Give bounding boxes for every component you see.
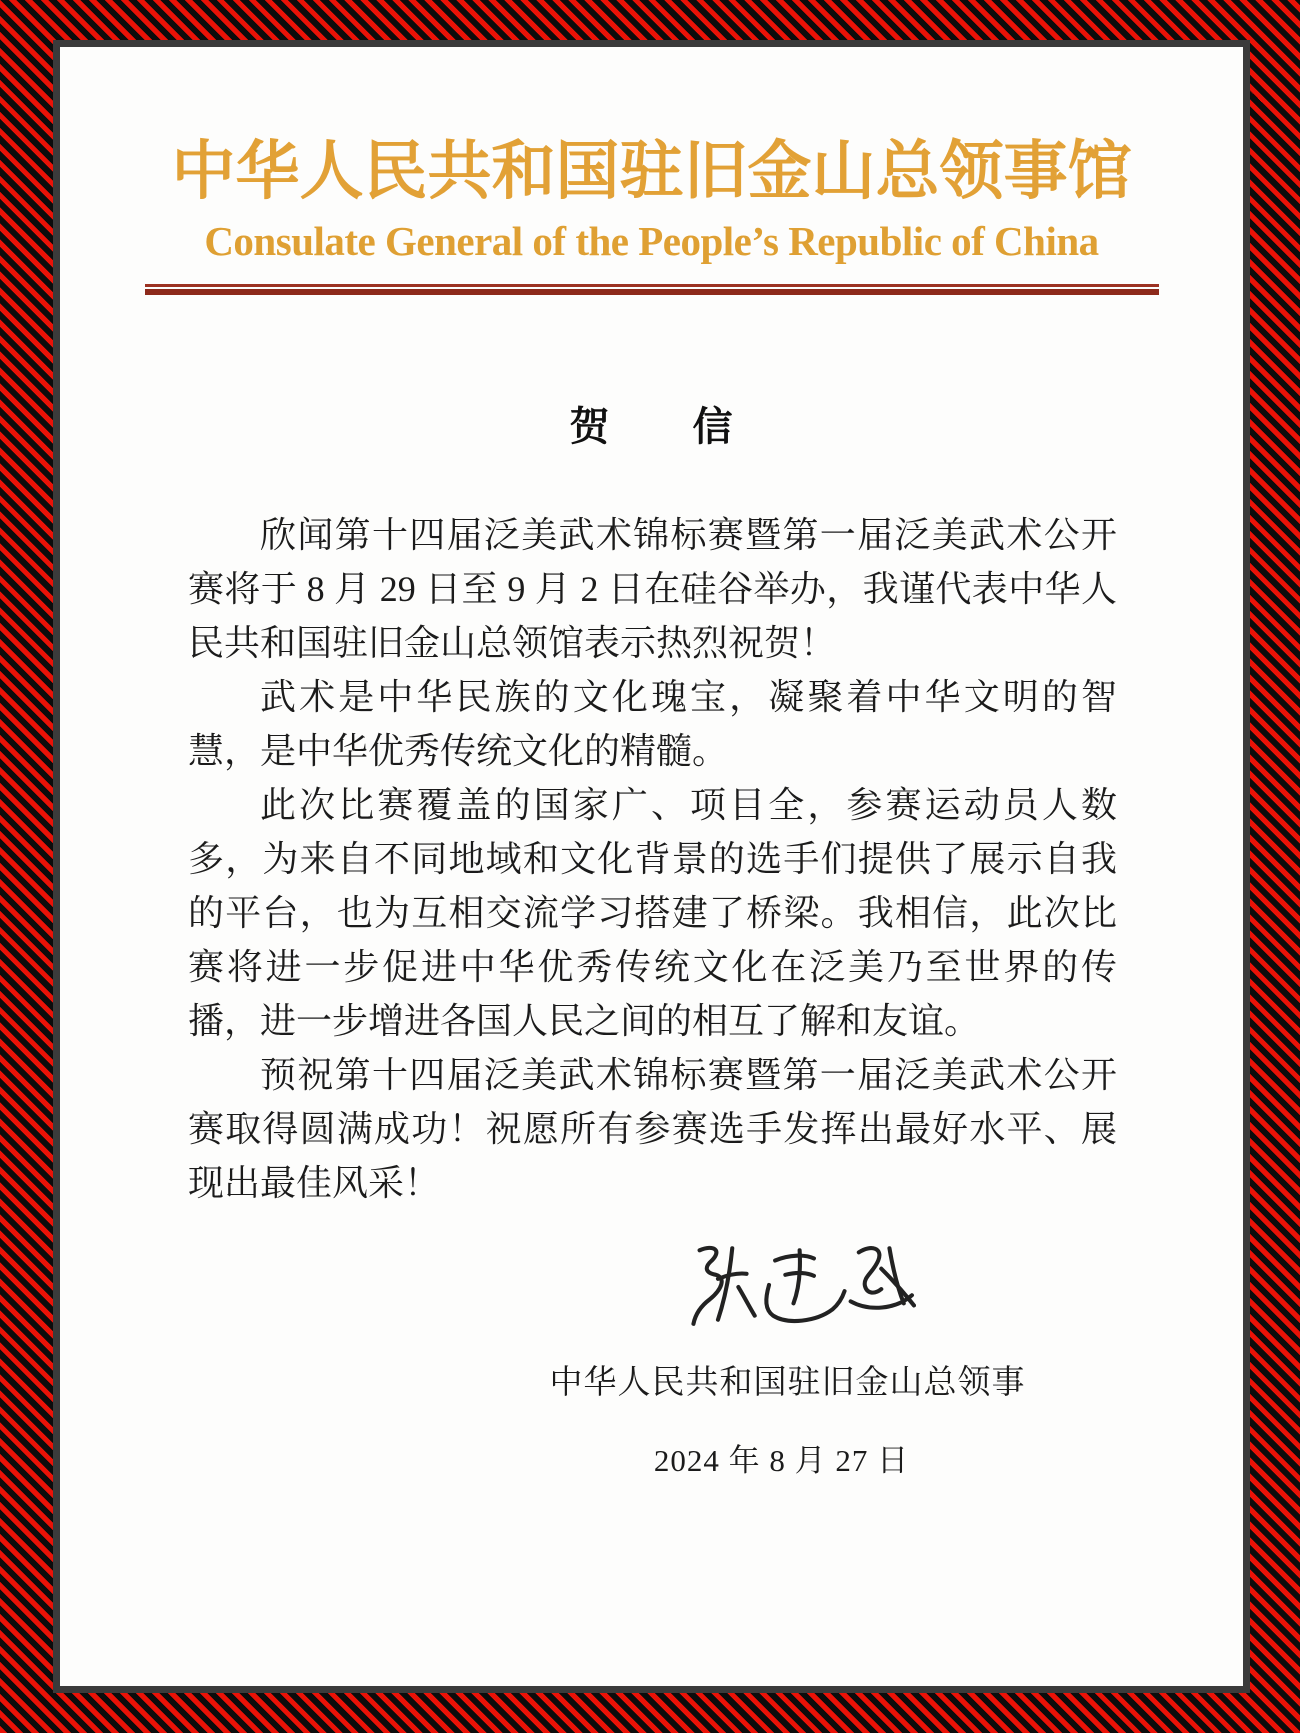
closing-block: [60, 1238, 1243, 1480]
paragraph-3: 此次比赛覆盖的国家广、项目全，参赛运动员人数多，为来自不同地域和文化背景的选手们提供了展示自我的平台，也为互相交流学习搭建了桥梁。我相信，此次比赛将进一步促进中华优秀传统文化在泛美乃至世界的传播，进一步增进各国人民之间的相互了解和友谊。: [188, 784, 1117, 1041]
paragraph-4: 预祝第十四届泛美武术锦标赛暨第一届泛美武术公开赛取得圆满成功！祝愿所有参赛选手发挥出最好水平、展现出最佳风采！: [188, 1054, 1117, 1203]
consulate-title-english: Consulate General of the People’s Republic of China: [204, 217, 1099, 264]
letter-body: [60, 508, 1243, 1210]
letter-date: 2024 年 8 月 27 日: [653, 1442, 910, 1478]
handwritten-signature: [202, 1238, 1300, 1330]
signature-strokes: [671, 1238, 916, 1330]
paragraph-2: 武术是中华民族的文化瑰宝，凝聚着中华文明的智慧，是中华优秀传统文化的精髓。: [188, 676, 1117, 771]
paragraph-1: 欣闻第十四届泛美武术锦标赛暨第一届泛美武术公开赛将于 8 月 29 日至 9 月 2 日在硅谷举办，我谨代表中华人民共和国驻旧金山总领馆表示热烈祝贺！: [188, 514, 1117, 663]
consulate-title-chinese: 中华人民共和国驻旧金山总领事馆: [171, 136, 1132, 207]
rule-thick-line: [145, 289, 1159, 295]
letter-title: 贺 信: [569, 404, 734, 449]
rule-thin-line: [145, 284, 1159, 287]
signoff-title: 中华人民共和国驻旧金山总领事: [549, 1364, 1026, 1401]
letter-page: [53, 40, 1250, 1693]
letterhead: [60, 47, 1243, 295]
letterhead-double-rule: [145, 284, 1159, 295]
